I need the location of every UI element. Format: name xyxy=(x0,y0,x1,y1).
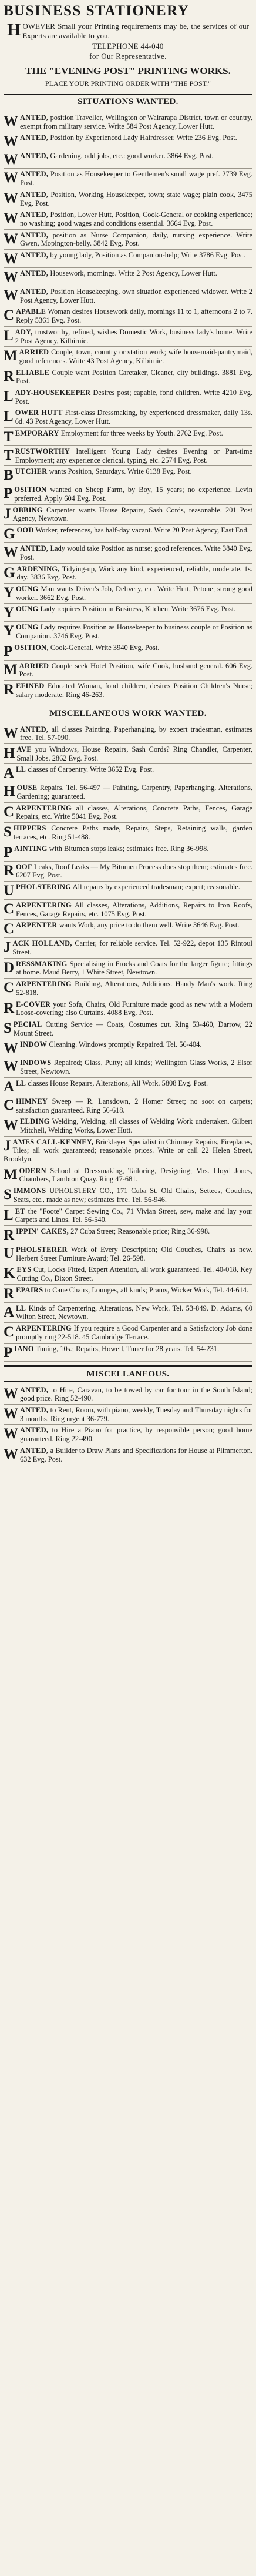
ad-dropcap: W xyxy=(4,113,18,129)
ad-text: Welding, Welding, all classes of Welding Work undertaken. Gilbert Mitchell, Welding Works, Lower Hutt. xyxy=(20,1117,252,1134)
ad-text: Lady requires Position as Housekeeper to business couple or Position as Companion. 3746 Evg. Post. xyxy=(16,623,252,641)
ad-lead-word: APABLE xyxy=(16,307,46,316)
ad-dropcap: W xyxy=(4,133,18,150)
ad-lead-word: IANO xyxy=(14,1344,34,1353)
classified-sections xyxy=(4,93,252,1465)
classified-ad xyxy=(4,169,252,189)
ad-lead-word: IMMONS xyxy=(13,1187,46,1195)
ad-text: School of Dressmaking, Tailoring, Designing; Mrs. Lloyd Jones, Chambers, Lambton Quay. Ring 47-681. xyxy=(19,1166,252,1184)
classified-ad xyxy=(4,584,252,604)
ad-lead-word: ANTED, xyxy=(20,230,49,239)
ad-lead-word: PECIAL xyxy=(13,1020,42,1029)
ad-dropcap: C xyxy=(4,803,15,820)
ad-lead-word: ARPENTERING xyxy=(16,803,72,812)
ad-dropcap: W xyxy=(4,230,18,247)
classified-ad xyxy=(4,661,252,681)
classified-ad xyxy=(4,1078,252,1096)
classified-ad xyxy=(4,250,252,268)
classified-ad xyxy=(4,1303,252,1323)
ad-text: classes House Repairs, Alterations, All Work. 5808 Evg. Post. xyxy=(28,1078,208,1087)
classified-ad xyxy=(4,882,252,900)
classified-ad xyxy=(4,823,252,843)
classified-ad xyxy=(4,1264,252,1284)
ad-dropcap: W xyxy=(4,1040,18,1057)
ad-text: Desires post; capable, fond children. Write 4210 Evg. Post. xyxy=(15,388,252,406)
classified-section xyxy=(4,93,252,701)
ad-text: to Rent, Room, with piano, weekly, Tuesday and Thursday nights for 3 months. Ring urgent 36-779. xyxy=(20,1405,252,1423)
classified-ad xyxy=(4,150,252,169)
ad-dropcap: Y xyxy=(4,623,15,639)
ad-dropcap: D xyxy=(4,959,15,976)
ad-text: 27 Cuba Street; Reasonable price; Ring 36-998. xyxy=(70,1227,210,1235)
ad-text: with Bitumen stops leaks; estimates free. Ring 36-998. xyxy=(49,844,209,853)
classified-ad xyxy=(4,1137,252,1165)
ad-lead-word: ANTED, xyxy=(20,1385,49,1394)
ad-lead-word: ARPENTER xyxy=(16,921,58,930)
ad-dropcap: C xyxy=(4,900,15,917)
classified-ad xyxy=(4,1185,252,1205)
ad-text: all classes Painting, Paperhanging, by expert tradesman, estimates free. Tel. 57-090. xyxy=(20,725,252,742)
ad-text: position as Nurse Companion, daily, nursing experience. Write Gwen, Mopington-belly. 3842 Evg. Post. xyxy=(20,230,252,248)
classified-section xyxy=(4,705,252,1362)
ad-dropcap: M xyxy=(4,1166,18,1183)
section-heading: MISCELLANEOUS WORK WANTED. xyxy=(4,705,252,721)
ad-text: Carpenter wants House Repairs, Sash Cords, reasonable. 201 Post Agency, Newtown. xyxy=(12,505,252,523)
ad-text: Kinds of Carpentering, Alterations, New Work. Tel. 53-849. D. Adams, 60 Wilton Street, Newtown. xyxy=(16,1304,252,1321)
ad-dropcap: G xyxy=(4,564,15,581)
ad-lead-word: OUNG xyxy=(16,605,39,614)
classified-ad xyxy=(4,132,252,150)
ad-text: Tuning, 10s.; Repairs, Howell, Tuner for 28 years. Tel. 54-231. xyxy=(35,1344,220,1353)
ad-list xyxy=(4,1385,252,1466)
classified-ad xyxy=(4,979,252,999)
classified-ad xyxy=(4,1039,252,1057)
classified-ad xyxy=(4,604,252,622)
ad-dropcap: A xyxy=(4,1304,15,1320)
ad-lead-word: LL xyxy=(16,1304,26,1312)
classified-ad xyxy=(4,286,252,306)
ad-lead-word: ANTED, xyxy=(20,113,49,122)
ad-text: Couple want Position Caretaker, Cleaner, city buildings. 3881 Evg. Post. xyxy=(16,368,252,386)
ad-dropcap: W xyxy=(4,269,18,286)
ad-dropcap: W xyxy=(4,210,18,227)
classified-ad xyxy=(4,446,252,466)
classified-ad xyxy=(4,999,252,1019)
intro-text: OWEVER Small your Printing requirements may be, the services of our Experts are available to you. xyxy=(22,22,249,40)
ad-text: position Traveller, Wellington or Wairarapa District, town or country, exempt from military service. Write 584 Post Agency, Lower Hutt. xyxy=(20,113,252,130)
ad-text: the "Foote" Carpet Sewing Co., 71 Vivian Street, sew, make and lay your Carpets and Linos. Tel. 56-540. xyxy=(15,1207,252,1224)
ad-dropcap: W xyxy=(4,1117,18,1134)
classified-ad xyxy=(4,938,252,958)
ad-lead-word: INDOWS xyxy=(20,1058,52,1067)
ad-text: Concrete Paths made, Repairs, Steps, Retaining walls, garden terraces, etc. Ring 51-488. xyxy=(13,824,252,841)
classified-ad xyxy=(4,843,252,862)
ad-lead-word: ANTED, xyxy=(20,287,49,296)
classified-ad xyxy=(4,1116,252,1136)
ad-dropcap: W xyxy=(4,170,18,186)
ad-text: by young lady, Position as Companion-help; Write 3786 Evg. Post. xyxy=(50,251,245,260)
ad-text: Position Housekeeping, own situation experienced widower. Write 2 Post Agency, Lower Hutt. xyxy=(20,287,252,304)
ad-lead-word: AMES CALL-KENNEY, xyxy=(12,1137,94,1146)
ad-dropcap: T xyxy=(4,428,14,445)
classified-ad xyxy=(4,327,252,347)
printing-works-title: THE "EVENING POST" PRINTING WORKS. xyxy=(25,65,231,76)
classified-ad xyxy=(4,407,252,427)
intro-dropcap: H xyxy=(7,20,21,39)
ad-dropcap: W xyxy=(4,1385,18,1402)
ad-text: Sweep — R. Lansdown, 2 Homer Street; no soot on carpets; satisfaction guaranteed. Ring 56-618. xyxy=(16,1097,252,1114)
classified-section xyxy=(4,1365,252,1466)
classified-ad xyxy=(4,387,252,407)
classified-ad xyxy=(4,306,252,326)
section-heading: SITUATIONS WANTED. xyxy=(4,93,252,109)
ad-dropcap: U xyxy=(4,1245,15,1261)
classified-ad xyxy=(4,347,252,367)
classified-ad xyxy=(4,862,252,882)
ad-dropcap: W xyxy=(4,725,18,741)
ad-dropcap: B xyxy=(4,467,14,484)
ad-dropcap: R xyxy=(4,682,15,698)
ad-dropcap: J xyxy=(4,1137,11,1154)
ad-text: Position, Working Housekeeper, town; state wage; plain cook, 3475 Evg. Post. xyxy=(20,190,252,207)
ad-text: Cutting Service — Coats, Costumes cut. Ring 53-460, Darrow, 22 Mount Street. xyxy=(13,1020,252,1037)
ad-dropcap: C xyxy=(4,1097,15,1113)
ad-list xyxy=(4,724,252,1362)
ad-text: a Builder to Draw Plans and Specifications for House at Plimmerton. 632 Evg. Post. xyxy=(20,1446,252,1463)
telephone-line: TELEPHONE 44-040 xyxy=(92,42,164,51)
ad-lead-word: ARPENTERING xyxy=(16,980,72,989)
ad-dropcap: K xyxy=(4,1265,15,1282)
ad-lead-word: PHOLSTERER xyxy=(16,1245,68,1254)
ad-dropcap: L xyxy=(4,1207,14,1223)
classified-ad xyxy=(4,920,252,938)
classified-ad xyxy=(4,900,252,920)
ad-dropcap: R xyxy=(4,1227,15,1243)
classified-ad xyxy=(4,268,252,286)
classified-ad xyxy=(4,1285,252,1303)
classified-ad xyxy=(4,744,252,764)
classified-ad xyxy=(4,642,252,661)
ad-text: UPHOLSTERY CO., 171 Cuba St. Old Chairs, Settees, Couches, Seats, etc., made as new; estimates free. Tel. 56-946. xyxy=(13,1187,252,1204)
ad-text: Carrier, for reliable service. Tel. 52-922, depot 135 Rintoul Street. xyxy=(12,939,252,957)
ad-text: to Cane Chairs, Lounges, all kinds; Prams, Wicker Work, Tel. 44-614. xyxy=(45,1285,249,1294)
ad-lead-word: E-COVER xyxy=(16,1000,51,1009)
ad-dropcap: W xyxy=(4,251,18,267)
ad-lead-word: OOD xyxy=(16,526,34,535)
ad-text: wanted on Sheep Farm, by Boy, 15 years; no experience. Levin preferred. Apply 604 Evg. Post. xyxy=(14,485,252,503)
ad-dropcap: P xyxy=(4,844,13,860)
ad-dropcap: M xyxy=(4,661,18,678)
ad-dropcap: R xyxy=(4,368,15,384)
ad-lead-word: OUNG xyxy=(16,584,39,593)
ad-lead-word: OBBING xyxy=(12,505,43,514)
ad-text: classes of Carpentry. Write 3652 Evg. Post. xyxy=(28,765,154,774)
classified-ad xyxy=(4,724,252,744)
classified-ad xyxy=(4,564,252,584)
ad-text: Position as Housekeeper to Gentlemen's small wage pref. 2739 Evg. Post. xyxy=(20,170,252,187)
ad-text: Housework, mornings. Write 2 Post Agency, Lower Hutt. xyxy=(50,269,217,278)
ad-text: All repairs by experienced tradesman; expert; reasonable. xyxy=(72,882,240,891)
ad-lead-word: ARRIED xyxy=(19,348,49,357)
ad-text: trustworthy, refined, wishes Domestic Work, business lady's home. Write 2 Post Agency, Kilbirnie. xyxy=(15,327,252,345)
ad-dropcap: C xyxy=(4,1324,15,1341)
ad-dropcap: W xyxy=(4,1426,18,1442)
ad-lead-word: UTCHER xyxy=(15,467,48,476)
ad-lead-word: IPPIN' CAKES, xyxy=(16,1227,69,1235)
ad-text: Lady would take Position as nurse; good references. Write 3840 Evg. Post. xyxy=(20,544,252,561)
classified-ad xyxy=(4,1323,252,1343)
ad-dropcap: W xyxy=(4,287,18,304)
classified-ad xyxy=(4,803,252,823)
ad-text: Cleaning. Windows promptly Repaired. Tel. 56-404. xyxy=(49,1040,202,1049)
ad-lead-word: ANTED, xyxy=(20,190,49,199)
ad-text: First-class Dressmaking, by experienced dressmaker, daily 13s. 6d. 43 Post Agency, Lower Hutt. xyxy=(15,408,252,426)
ad-dropcap: J xyxy=(4,939,11,956)
ad-text: Position, Lower Hutt, Position, Cook-General or cooking experience; no washing; good wages and conditions essential. 3664 Evg. Post. xyxy=(20,210,252,227)
ad-text: you Windows, House Repairs, Sash Cords? Ring Chandler, Carpenter, Small Jobs. 2862 Evg. Post. xyxy=(16,745,252,762)
ad-dropcap: Y xyxy=(4,584,15,601)
ad-lead-word: ANTED, xyxy=(20,544,49,553)
ad-text: Work of Every Description; Old Couches, Chairs as new. Herbert Street Furniture Award; Tel. 26-598. xyxy=(16,1245,252,1262)
ad-dropcap: P xyxy=(4,1344,13,1361)
ad-dropcap: R xyxy=(4,862,15,879)
ad-dropcap: M xyxy=(4,348,18,364)
ad-text: Couple seek Hotel Position, wife Cook, husband general. 606 Evg. Post. xyxy=(19,661,252,679)
ad-lead-word: ARPENTERING xyxy=(16,900,72,909)
ad-dropcap: R xyxy=(4,1285,15,1302)
ad-dropcap: L xyxy=(4,408,14,425)
ad-dropcap: C xyxy=(4,980,15,996)
ad-dropcap: R xyxy=(4,1000,15,1016)
ad-text: Tidying-up, Work any kind, experienced, reliable, moderate. 1s. day. 3836 Evg. Post. xyxy=(16,564,252,582)
ad-text: Specialising in Frocks and Coats for the larger figure; fittings at home. Maud Berry, 1 White Street, Newtown. xyxy=(16,959,252,977)
classified-ad xyxy=(4,484,252,504)
classified-ad xyxy=(4,505,252,525)
classified-ad xyxy=(4,1206,252,1226)
ad-lead-word: EFINED xyxy=(16,682,45,691)
ad-dropcap: W xyxy=(4,544,18,561)
ad-text: your Sofa, Chairs, Old Furniture made good as new with a Modern Loose-covering; also Curtains. 4088 Evg. Post. xyxy=(16,1000,252,1017)
ad-lead-word: ADY-HOUSEKEEPER xyxy=(15,388,91,397)
ad-lead-word: AINTING xyxy=(14,844,48,853)
classified-ad xyxy=(4,367,252,387)
classified-ad xyxy=(4,189,252,209)
classified-ad xyxy=(4,1096,252,1116)
classified-ad xyxy=(4,1445,252,1465)
ad-dropcap: P xyxy=(4,643,13,659)
ad-lead-word: ARRIED xyxy=(19,661,49,670)
ad-lead-word: OUNG xyxy=(16,623,39,632)
ad-lead-word: LL xyxy=(16,1078,26,1087)
ad-text: Bricklayer Specialist in Chimney Repairs, Fireplaces, Tiles; all work guaranteed; reasonable prices. Write or call 22 Helen Street, Brooklyn. xyxy=(4,1137,252,1164)
section-heading: MISCELLANEOUS. xyxy=(4,1365,252,1382)
ad-dropcap: U xyxy=(4,882,15,899)
classified-ad xyxy=(4,1344,252,1362)
ad-text: Woman desires Housework daily, mornings 11 to 1, afternoons 2 to 7. Reply 5361 Evg. Post. xyxy=(16,307,252,325)
ad-dropcap: G xyxy=(4,526,15,542)
ad-text: Educated Woman, fond children, desires Position Children's Nurse; salary moderate. Ring 46-263. xyxy=(16,682,252,699)
ad-text: Intelligent Young Lady desires Evening or Part-time Employment; any experience clerical, typing, etc. 2574 Evg. Post. xyxy=(15,447,252,464)
classified-ad xyxy=(4,1425,252,1445)
ad-text: to Hire, Caravan, to be towed by car for tour in the South Island; good price. Ring 52-490. xyxy=(20,1385,252,1403)
ad-text: all classes, Alterations, Concrete Paths, Fences, Garage Repairs, etc. Write 5041 Evg. Post. xyxy=(16,803,252,821)
ad-lead-word: EMPORARY xyxy=(15,428,59,437)
ad-lead-word: ANTED, xyxy=(20,725,49,733)
ad-lead-word: ELIABLE xyxy=(16,368,50,377)
ad-lead-word: ANTED, xyxy=(20,152,49,160)
ad-text: wants Position, Saturdays. Write 6138 Evg. Post. xyxy=(49,467,192,476)
ad-text: Employment for three weeks by Youth. 2762 Evg. Post. xyxy=(60,428,223,437)
ad-lead-word: HIMNEY xyxy=(16,1097,48,1106)
ad-lead-word: OOF xyxy=(16,862,32,871)
classified-ad xyxy=(4,525,252,543)
ad-lead-word: PHOLSTERING xyxy=(16,882,72,891)
ad-dropcap: J xyxy=(4,505,11,522)
ad-lead-word: RESSMAKING xyxy=(16,959,68,968)
ad-text: Cook-General. Write 3940 Evg. Post. xyxy=(50,643,160,652)
ad-text: Gardening, odd jobs, etc.: good worker. 3864 Evg. Post. xyxy=(50,152,214,160)
ad-lead-word: ANTED, xyxy=(20,210,49,219)
ad-text: Lady requires Position in Business, Kitchen. Write 3676 Evg. Post. xyxy=(40,605,236,614)
ad-dropcap: H xyxy=(4,783,15,800)
ad-dropcap: C xyxy=(4,921,15,937)
ad-text: wants Work, any price to do them well. Write 3646 Evg. Post. xyxy=(59,921,240,930)
classified-ad xyxy=(4,230,252,250)
ad-dropcap: A xyxy=(4,765,15,782)
ad-lead-word: ET xyxy=(15,1207,25,1215)
ad-lead-word: ELDING xyxy=(20,1117,50,1126)
ad-text: Position by Experienced Lady Hairdresser. Write 236 Evg. Post. xyxy=(50,133,237,142)
classified-ad xyxy=(4,681,252,701)
ad-lead-word: OUSE xyxy=(16,783,38,792)
classified-ad xyxy=(4,1019,252,1039)
ad-lead-word: LL xyxy=(16,765,26,774)
ad-text: Leaks, Roof Leaks — My Bitumen Process does stop them; estimates free. 6207 Evg. Post. xyxy=(16,862,252,880)
ad-lead-word: ANTED, xyxy=(20,133,49,142)
ad-list xyxy=(4,112,252,701)
ad-dropcap: Y xyxy=(4,605,15,621)
ad-text: All classes, Alterations, Additions, Repairs to Iron Roofs, Fences, Garage Repairs, etc. 1075 Evg. Post. xyxy=(16,900,252,918)
intro-paragraph xyxy=(7,22,249,40)
classified-ad xyxy=(4,1244,252,1264)
ad-dropcap: S xyxy=(4,824,12,840)
ad-text: Worker, references, has half-day vacant. Write 20 Post Agency, East End. xyxy=(35,526,249,535)
ad-dropcap: W xyxy=(4,1058,18,1075)
ad-dropcap: W xyxy=(4,190,18,206)
ad-lead-word: ANTED, xyxy=(20,170,49,179)
ad-dropcap: T xyxy=(4,447,14,463)
ad-text: to Hire a Piano for practice, by responsible person; good home guaranteed. Ring 22-490. xyxy=(20,1426,252,1443)
ad-lead-word: EPAIRS xyxy=(16,1285,43,1294)
ad-lead-word: ANTED, xyxy=(20,269,49,278)
ad-text: Couple, town, country or station work; wife housemaid-pantrymaid, good references. Write 43 Post Agency, Kilbirnie. xyxy=(19,348,252,365)
ad-lead-word: OSITION xyxy=(14,485,47,494)
classified-ad xyxy=(4,209,252,229)
ad-text: Building, Alterations, Additions. Handy Man's work. Ring 52-818. xyxy=(16,980,252,997)
ad-dropcap: S xyxy=(4,1187,12,1203)
classified-ad xyxy=(4,428,252,446)
classified-ad xyxy=(4,764,252,782)
ad-lead-word: ARPENTERING xyxy=(16,1324,72,1333)
ad-lead-word: ANTED, xyxy=(20,1426,49,1435)
ad-lead-word: HIPPERS xyxy=(13,824,46,833)
ad-lead-word: RUSTWORTHY xyxy=(15,447,70,455)
classified-ad xyxy=(4,112,252,132)
ad-lead-word: ANTED, xyxy=(20,251,49,260)
ad-lead-word: ARDENING, xyxy=(16,564,60,573)
ad-dropcap: P xyxy=(4,485,13,502)
ad-dropcap: C xyxy=(4,307,15,324)
classified-ad xyxy=(4,959,252,979)
banner-title: BUSINESS STATIONERY xyxy=(4,3,190,19)
classified-ad xyxy=(4,782,252,802)
ad-dropcap: H xyxy=(4,745,15,761)
classified-ad xyxy=(4,1405,252,1425)
ad-dropcap: W xyxy=(4,1446,18,1462)
ad-lead-word: OWER HUTT xyxy=(15,408,63,417)
ad-lead-word: EYS xyxy=(16,1265,32,1274)
ad-lead-word: OSITION, xyxy=(14,643,49,652)
ad-dropcap: W xyxy=(4,152,18,168)
ad-lead-word: ANTED, xyxy=(20,1446,49,1455)
classified-ad xyxy=(4,466,252,484)
ad-lead-word: ANTED, xyxy=(20,1405,49,1414)
ad-lead-word: INDOW xyxy=(20,1040,48,1049)
classified-ad xyxy=(4,1057,252,1077)
ad-lead-word: ODERN xyxy=(19,1166,46,1175)
ad-text: Man wants Driver's Job, Delivery, etc. Write Hutt, Petone; strong good worker. 3662 Evg. Post. xyxy=(16,584,252,602)
ad-lead-word: ACK HOLLAND, xyxy=(12,939,72,948)
ad-dropcap: A xyxy=(4,1078,15,1095)
ad-dropcap: S xyxy=(4,1020,12,1036)
ad-text: If you require a Good Carpenter and a Satisfactory Job done promptly ring 22-518. 45 Cambridge Terrace. xyxy=(16,1324,252,1341)
printing-works-subtitle: PLACE YOUR PRINTING ORDER WITH "THE POST." xyxy=(45,79,211,88)
ad-text: Repaired; Glass, Putty; all kinds; Wellington Glass Works, 2 Elsor Street, Newtown. xyxy=(20,1058,252,1076)
ad-text: Cut, Locks Fitted, Expert Attention, all work guaranteed. Tel. 40-018, Key Cutting Co., Dixon Street. xyxy=(16,1265,252,1283)
ad-dropcap: L xyxy=(4,388,14,405)
representative-line: for Our Representative. xyxy=(89,52,167,61)
ad-dropcap: W xyxy=(4,1405,18,1422)
classified-ad xyxy=(4,1385,252,1405)
classified-ad xyxy=(4,1226,252,1244)
ad-dropcap: L xyxy=(4,327,14,344)
classified-ad xyxy=(4,543,252,563)
ad-lead-word: ADY, xyxy=(15,327,33,336)
ad-text: Repairs. Tel. 56-497 — Painting, Carpentry, Paperhanging, Alterations, Gardening; guaranteed. xyxy=(16,783,252,801)
classified-ad xyxy=(4,622,252,642)
classified-ad xyxy=(4,1165,252,1185)
ad-lead-word: AVE xyxy=(16,745,32,753)
